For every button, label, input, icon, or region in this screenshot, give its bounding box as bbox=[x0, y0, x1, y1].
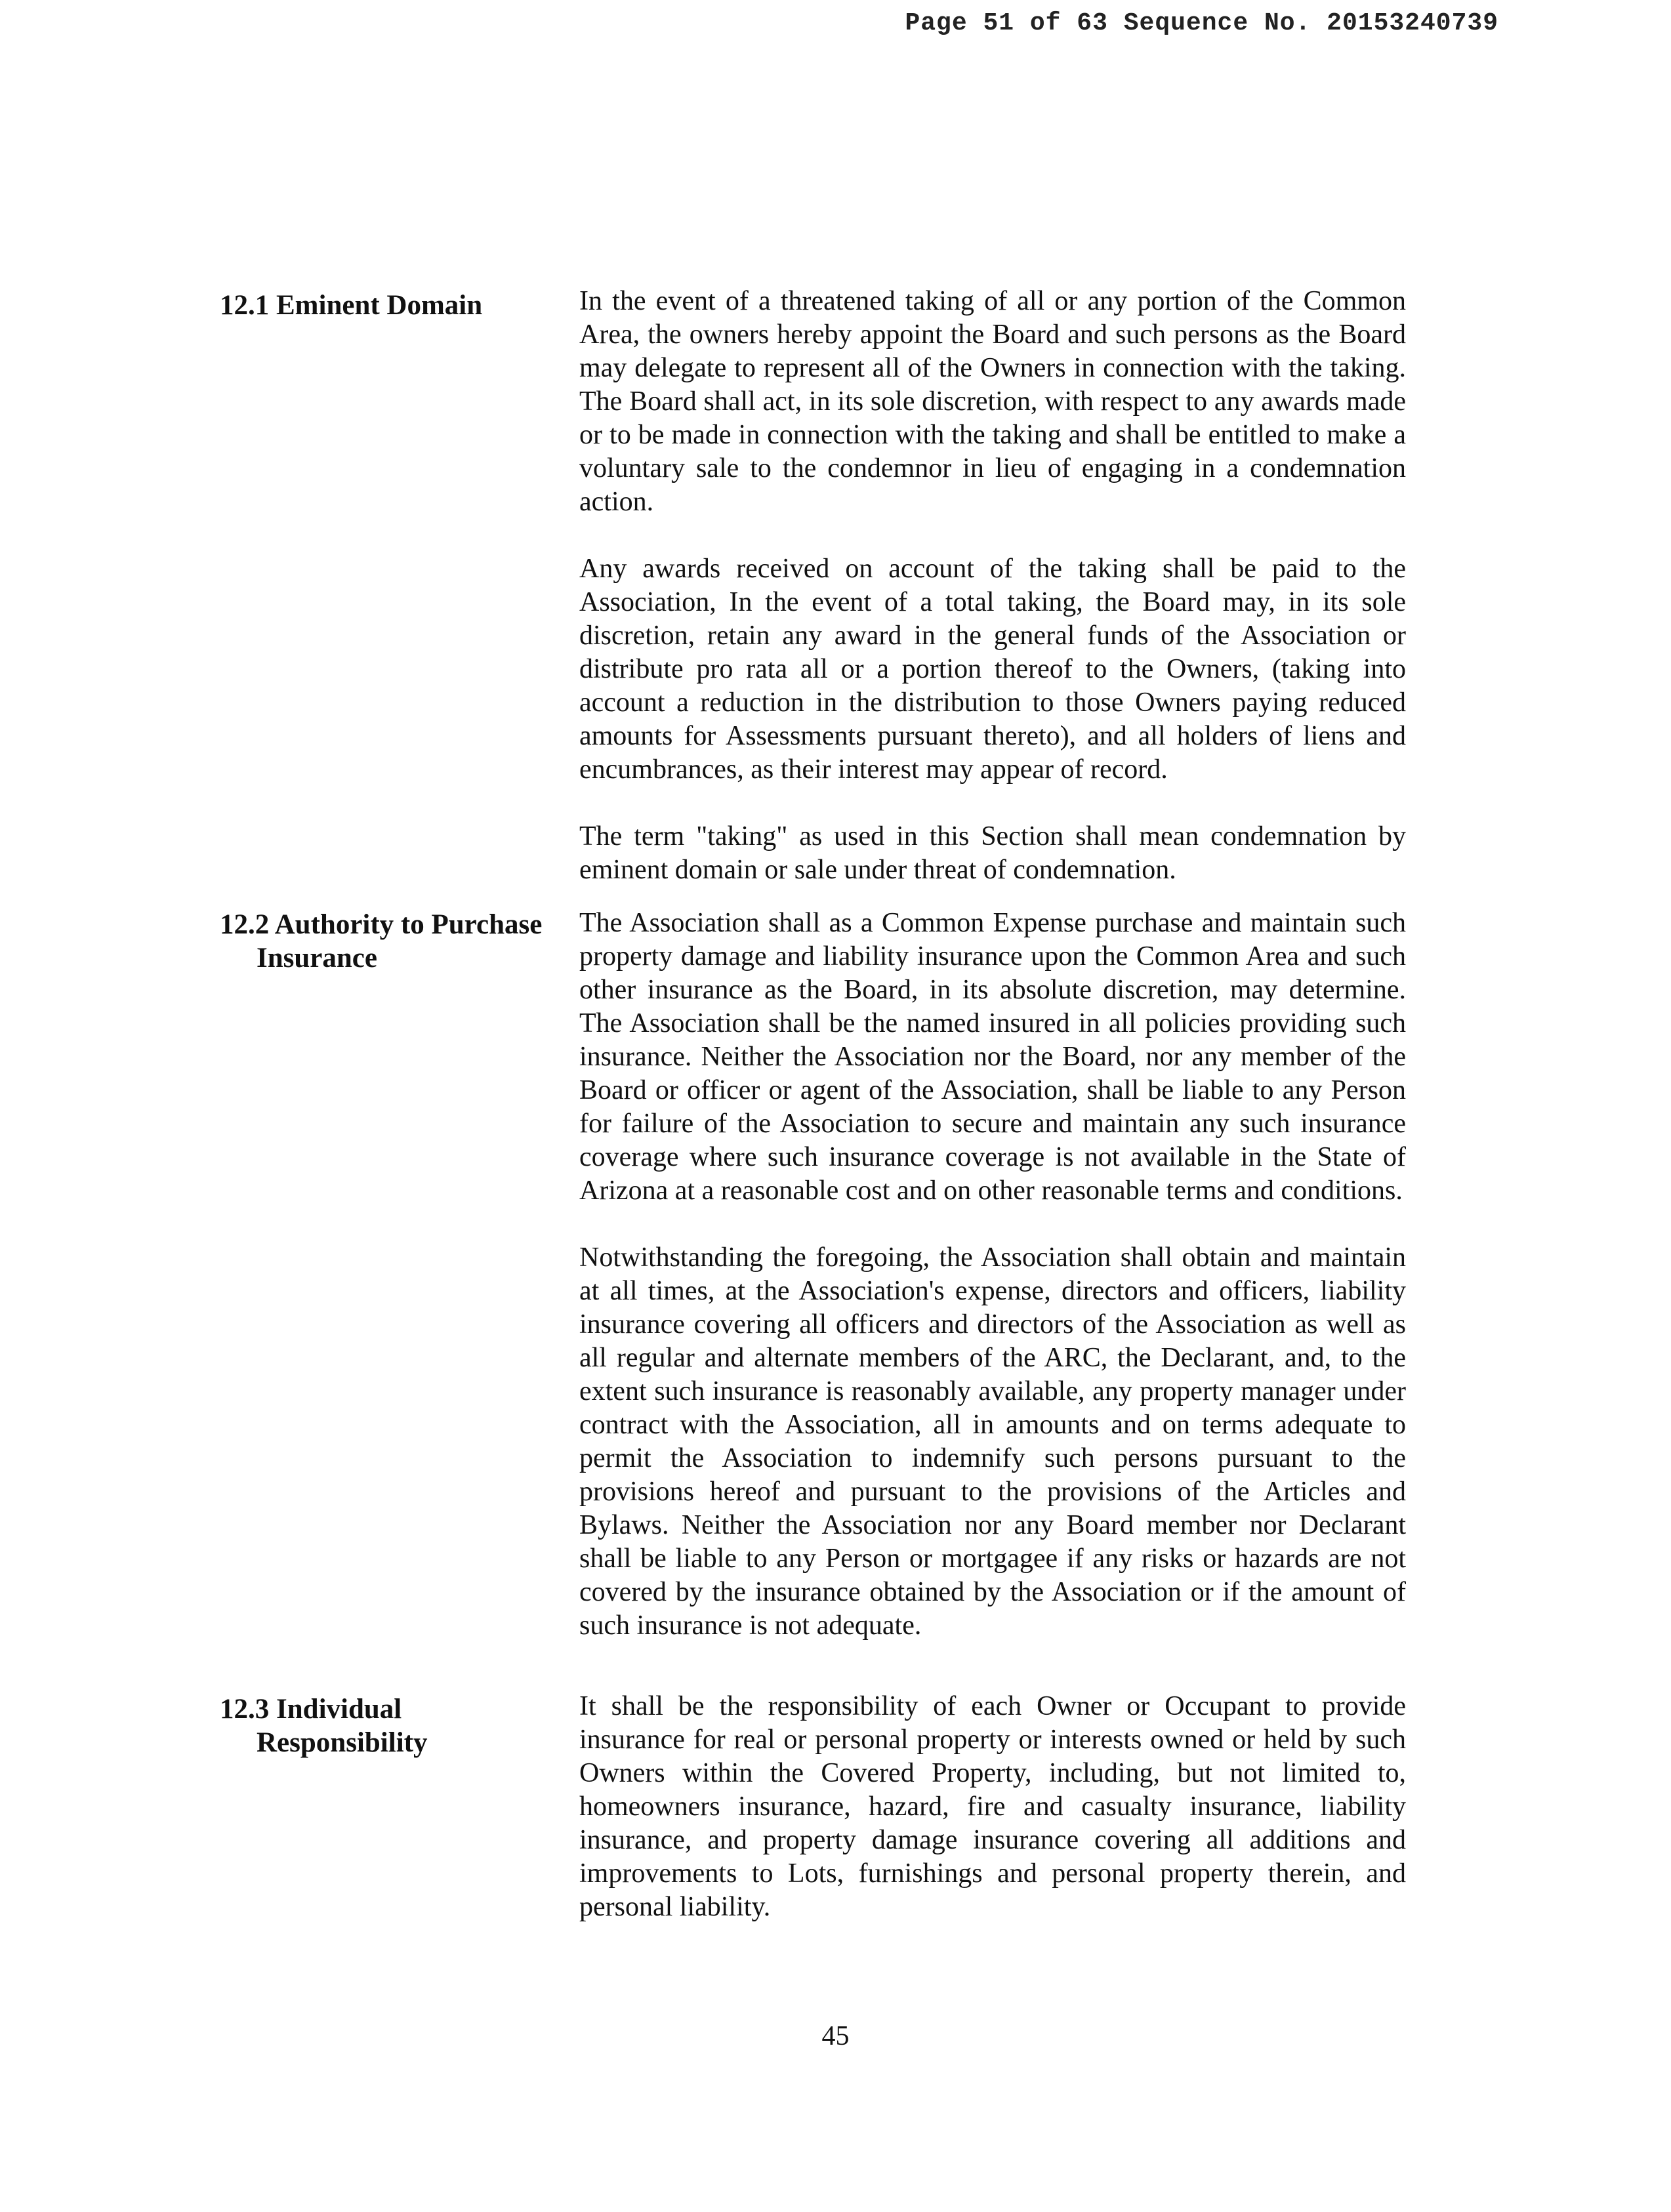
section-body bbox=[579, 285, 1406, 920]
section-heading bbox=[220, 1692, 561, 1759]
paragraph: Any awards received on account of the taking shall be paid to the Association, In the event of a total taking, the Board may, in its sole discretion, retain any award in the general funds of the Association or distribute pro rata all or a portion thereof to the Owners, (taking into account a reduction in the distribution to those Owners paying reduced amounts for Assessments pursuant thereto), and all holders of liens and encumbrances, as their interest may appear of record. bbox=[579, 554, 1406, 785]
section-heading-line2: Responsibility bbox=[257, 1727, 428, 1758]
section-heading-line1: 12.1 Eminent Domain bbox=[220, 290, 483, 321]
page-number: 45 bbox=[821, 2021, 850, 2051]
section-body bbox=[579, 907, 1406, 1676]
paragraph: The Association shall as a Common Expense purchase and maintain such property damage and liability insurance upon the Common Area and such other insurance as the Board, in its absolute discretion, may determine. The Association shall be the named insured in all policies providing such insurance. Neither the Association nor the Board, nor any member of the Board or officer or agent of the Association, shall be liable to any Person for failure of the Association to secure and maintain any such insurance coverage where such insurance coverage is not available in the State of Arizona at a reasonable cost and on other reasonable terms and conditions. bbox=[579, 908, 1406, 1206]
paragraph: Notwithstanding the foregoing, the Association shall obtain and maintain at all times, at the Association's expense, directors and officers, liability insurance covering all officers and directors of the Association as well as all regular and alternate members of the ARC, the Declarant, and, to the extent such insurance is reasonably available, any property manager under contract with the Association, all in amounts and on terms adequate to permit the Association to indemnify such persons pursuant to the provisions hereof and pursuant to the provisions of the Articles and Bylaws. Neither the Association nor any Board member nor Declarant shall be liable to any Person or mortgagee if any risks or hazards are not covered by the insurance obtained by the Association or if the amount of such insurance is not adequate. bbox=[579, 1242, 1406, 1641]
page-sequence-header: Page 51 of 63 Sequence No. 20153240739 bbox=[905, 9, 1498, 37]
paragraph: The term "taking" as used in this Section shall mean condemnation by eminent domain or sale under threat of condemnation. bbox=[579, 821, 1406, 885]
section-heading-line1: 12.2 Authority to Purchase bbox=[220, 909, 543, 940]
section-heading-line2: Insurance bbox=[257, 943, 377, 973]
section-body bbox=[579, 1690, 1406, 1957]
paragraph: It shall be the responsibility of each Owner or Occupant to provide insurance for real or personal property or interests owned or held by such Owners within the Covered Property, including, but not limited to, homeowners insurance, hazard, fire and casualty insurance, liability insurance, and property damage insurance covering all additions and improvements to Lots, furnishings and personal property therein, and personal liability. bbox=[579, 1691, 1406, 1922]
section-heading bbox=[220, 908, 561, 975]
section-heading-line1: 12.3 Individual bbox=[220, 1694, 402, 1725]
paragraph: In the event of a threatened taking of all or any portion of the Common Area, the owners hereby appoint the Board and such persons as the Board may delegate to represent all of the Owners in connection with the taking. The Board shall act, in its sole discretion, with respect to any awards made or to be made in connection with the taking and shall be entitled to make a voluntary sale to the condemnor in lieu of engaging in a condemnation action. bbox=[579, 286, 1406, 517]
section-heading bbox=[220, 289, 561, 322]
